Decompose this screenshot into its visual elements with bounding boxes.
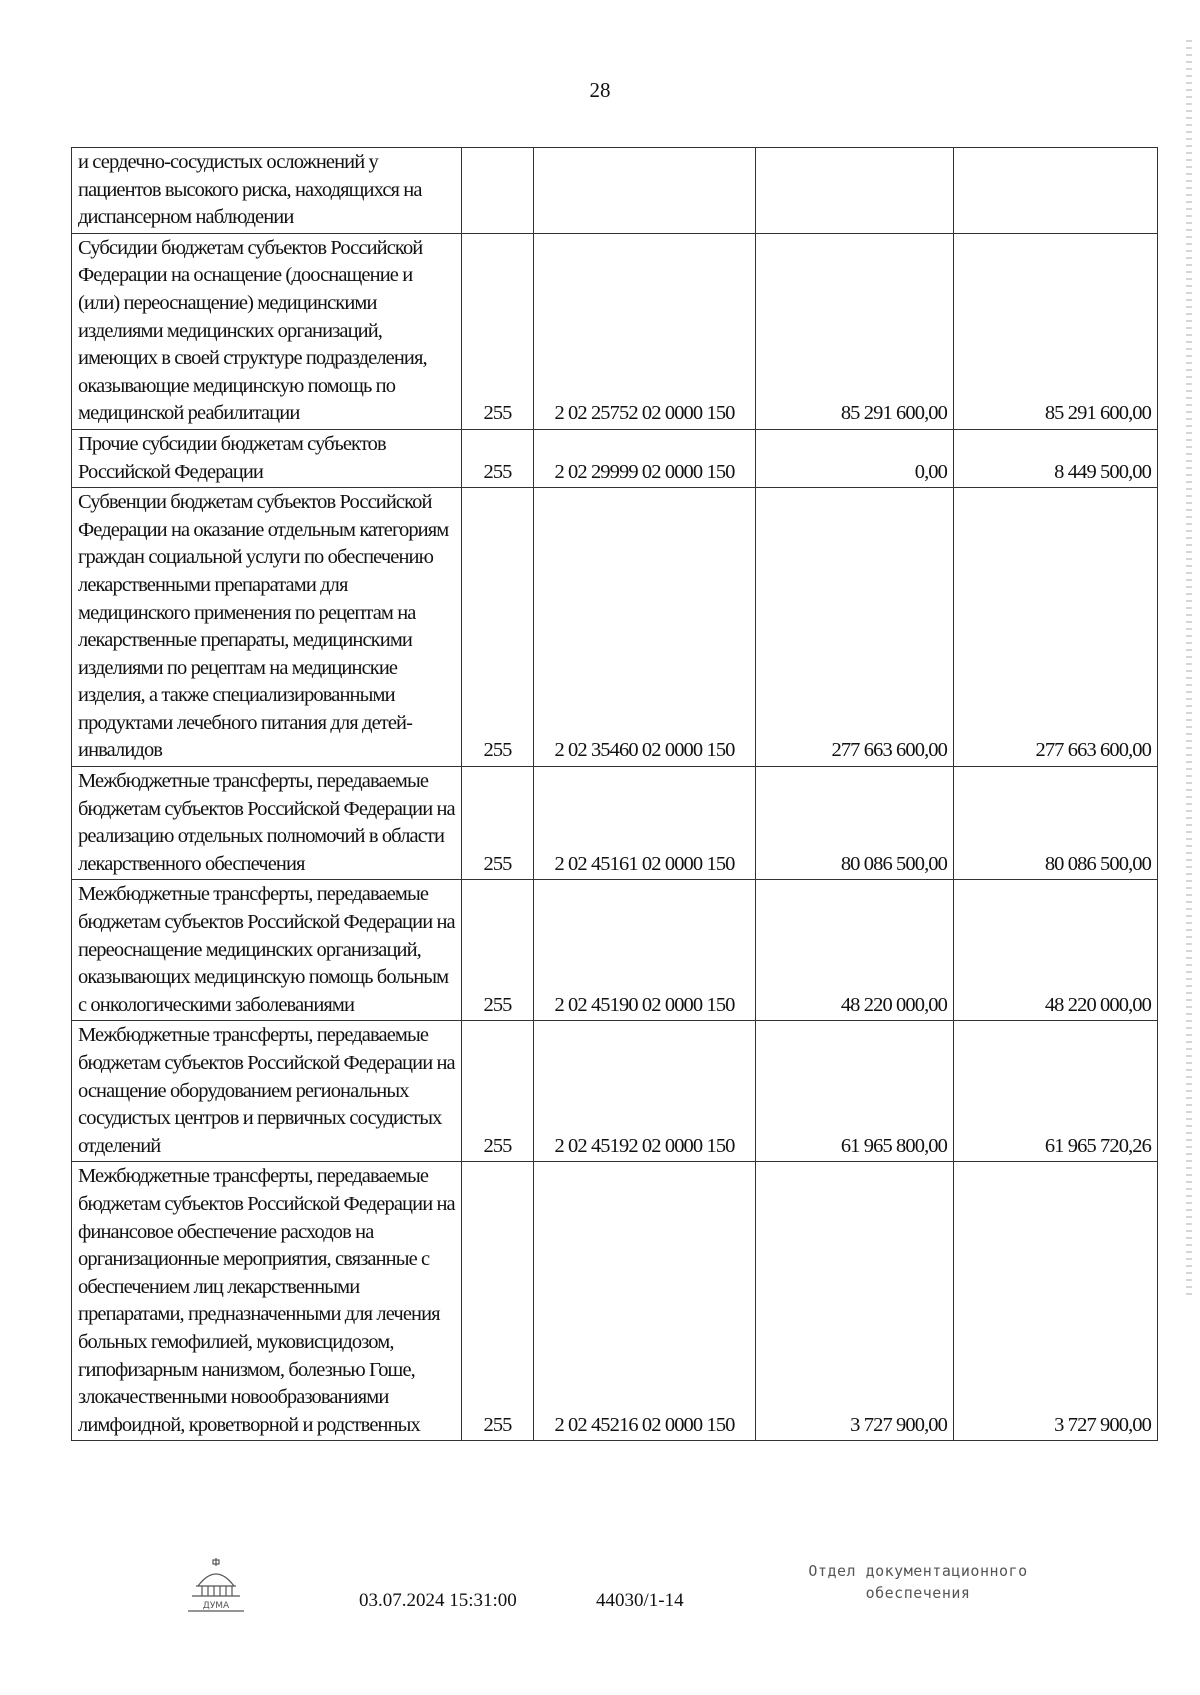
table-row xyxy=(72,880,1158,1021)
row-value-1: 80 086 500,00 xyxy=(756,767,954,880)
row-name: Прочие субсидии бюджетам субъектов Российской Федерации xyxy=(72,429,462,487)
table-row xyxy=(72,1162,1158,1441)
row-admin-code: 255 xyxy=(462,429,534,487)
stamp-line-2: обеспечения xyxy=(865,1584,971,1602)
row-admin-code: 255 xyxy=(462,233,534,429)
row-admin-code: 255 xyxy=(462,1162,534,1441)
row-name: Межбюджетные трансферты, передаваемые бюджетам субъектов Российской Федерации на реализацию отдельных полномочий в области лекарственного обеспечения xyxy=(72,767,462,880)
row-budget-code xyxy=(534,148,756,234)
row-value-2 xyxy=(954,148,1158,234)
row-value-1 xyxy=(756,148,954,234)
row-value-1: 61 965 800,00 xyxy=(756,1021,954,1162)
row-name: Межбюджетные трансферты, передаваемые бюджетам субъектов Российской Федерации на финансовое обеспечение расходов на организационные мероприятия, связанные с обеспечением лиц лекарственными препаратами, предназначенными для лечения больных гемофилией, муковисцидозом, гипофизарным нанизмом, болезнью Гоше, злокачественными новообразованиями лимфоидной, кроветворной и родственных xyxy=(72,1162,462,1441)
footer-datetime: 03.07.2024 15:31:00 xyxy=(359,1590,517,1611)
row-budget-code: 2 02 35460 02 0000 150 xyxy=(534,488,756,767)
row-value-1: 48 220 000,00 xyxy=(756,880,954,1021)
row-name: и сердечно-сосудистых осложнений у пациентов высокого риска, находящихся на диспансерном наблюдении xyxy=(72,148,462,234)
row-admin-code: 255 xyxy=(462,880,534,1021)
row-value-2: 48 220 000,00 xyxy=(954,880,1158,1021)
table-row xyxy=(72,1021,1158,1162)
row-budget-code: 2 02 29999 02 0000 150 xyxy=(534,429,756,487)
department-stamp xyxy=(778,1560,1058,1604)
table-row xyxy=(72,429,1158,487)
row-admin-code xyxy=(462,148,534,234)
row-name: Субсидии бюджетам субъектов Российской Федерации на оснащение (дооснащение и (или) переоснащение) медицинскими изделиями медицинских организаций, имеющих в своей структуре подразделения, оказывающие медицинскую помощь по медицинской реабилитации xyxy=(72,233,462,429)
svg-text:ДУМА: ДУМА xyxy=(202,1601,230,1611)
row-budget-code: 2 02 25752 02 0000 150 xyxy=(534,233,756,429)
row-name: Межбюджетные трансферты, передаваемые бюджетам субъектов Российской Федерации на переоснащение медицинских организаций, оказывающих медицинскую помощь больным с онкологическими заболеваниями xyxy=(72,880,462,1021)
table-row xyxy=(72,488,1158,767)
row-value-1: 3 727 900,00 xyxy=(756,1162,954,1441)
row-value-1: 277 663 600,00 xyxy=(756,488,954,767)
footer-document-code: 44030/1-14 xyxy=(596,1590,684,1611)
row-value-2: 85 291 600,00 xyxy=(954,233,1158,429)
row-budget-code: 2 02 45161 02 0000 150 xyxy=(534,767,756,880)
row-value-2: 80 086 500,00 xyxy=(954,767,1158,880)
table-row xyxy=(72,233,1158,429)
row-value-2: 8 449 500,00 xyxy=(954,429,1158,487)
row-admin-code: 255 xyxy=(462,1021,534,1162)
stamp-line-1: Отдел документационного xyxy=(808,1562,1028,1580)
row-budget-code: 2 02 45216 02 0000 150 xyxy=(534,1162,756,1441)
row-name: Межбюджетные трансферты, передаваемые бюджетам субъектов Российской Федерации на оснащение оборудованием региональных сосудистых центров и первичных сосудистых отделений xyxy=(72,1021,462,1162)
row-value-1: 85 291 600,00 xyxy=(756,233,954,429)
row-admin-code: 255 xyxy=(462,488,534,767)
table-row xyxy=(72,148,1158,234)
row-budget-code: 2 02 45190 02 0000 150 xyxy=(534,880,756,1021)
row-value-2: 61 965 720,26 xyxy=(954,1021,1158,1162)
duma-logo-icon xyxy=(186,1556,246,1614)
row-value-2: 3 727 900,00 xyxy=(954,1162,1158,1441)
row-value-1: 0,00 xyxy=(756,429,954,487)
budget-table xyxy=(71,147,1158,1441)
row-name: Субвенции бюджетам субъектов Российской Федерации на оказание отдельным категориям граждан социальной услуги по обеспечению лекарственными препаратами для медицинского применения по рецептам на лекарственные препараты, медицинскими изделиями по рецептам на медицинские изделия, а также специализированными продуктами лечебного питания для детей-инвалидов xyxy=(72,488,462,767)
row-value-2: 277 663 600,00 xyxy=(954,488,1158,767)
row-budget-code: 2 02 45192 02 0000 150 xyxy=(534,1021,756,1162)
row-admin-code: 255 xyxy=(462,767,534,880)
scan-edge-artifact xyxy=(1186,40,1192,1300)
table-row xyxy=(72,767,1158,880)
page-number: 28 xyxy=(589,78,611,102)
